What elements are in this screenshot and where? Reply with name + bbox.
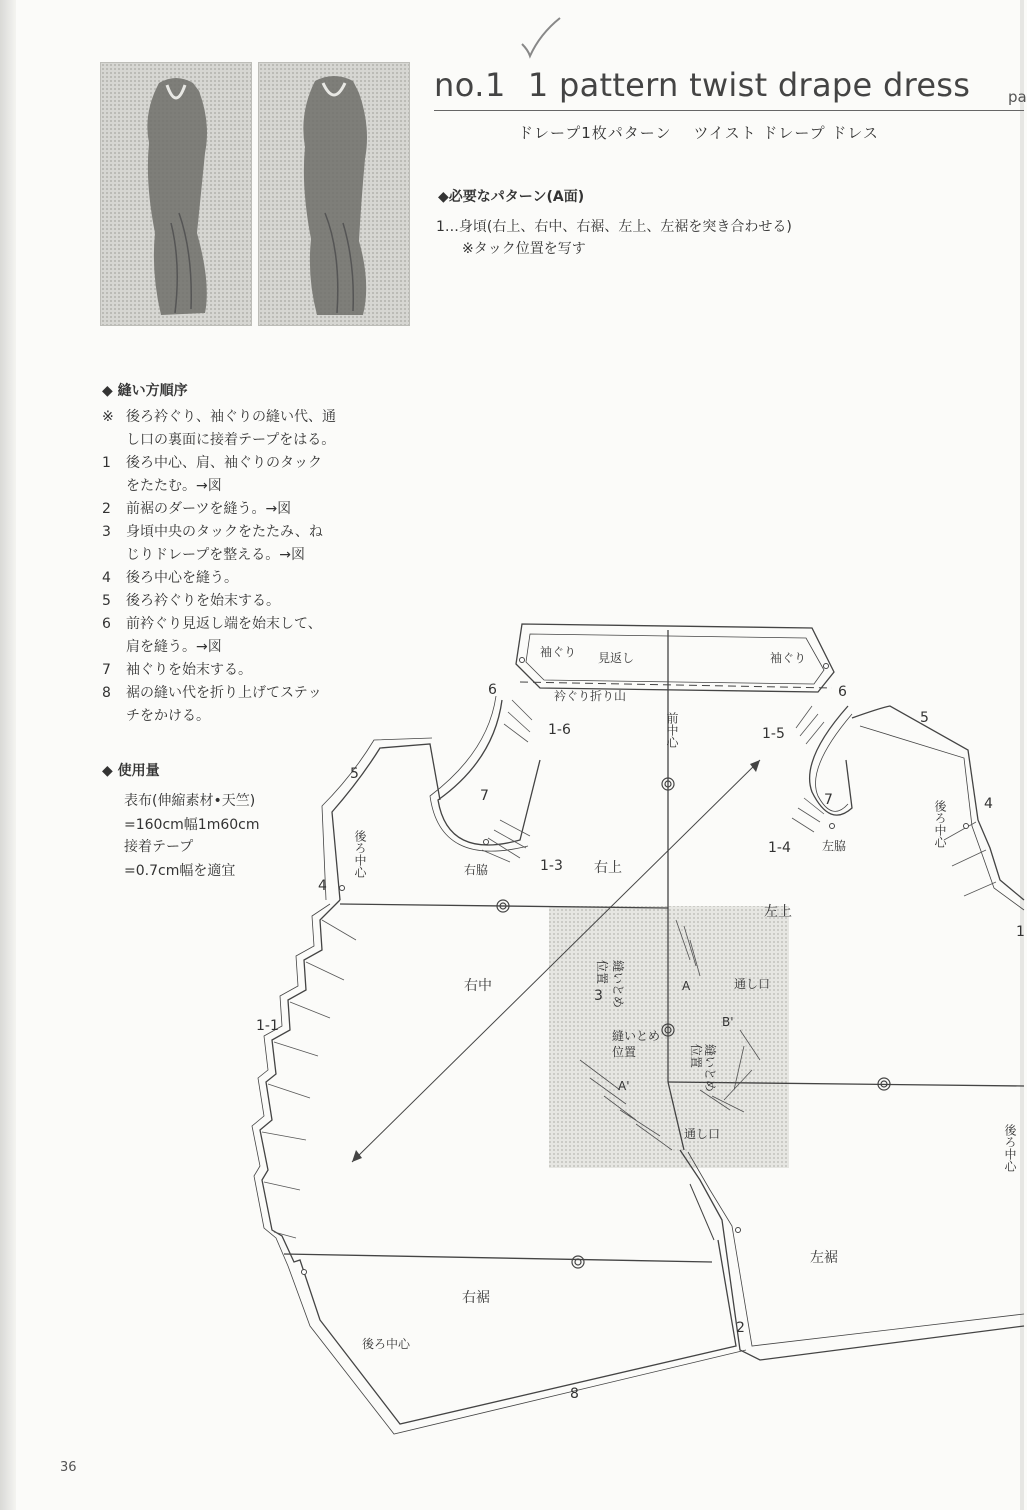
sewing-step: 3 身頃中央のタックをたたみ、ね じりドレープを整える。→図 xyxy=(102,524,323,563)
label-A-prime: A' xyxy=(618,1079,630,1093)
label-stitch-stop-1: 縫いとめ xyxy=(611,960,625,1009)
label-1-4: 1-4 xyxy=(768,840,791,856)
right-back-outline xyxy=(332,744,440,900)
label-2: 2 xyxy=(736,1320,745,1336)
usage-line: =0.7cm幅を適宜 xyxy=(124,863,236,879)
sewing-step: 1 後ろ中心、肩、袖ぐりのタック をたたむ。→図 xyxy=(102,455,322,494)
label-5-left: 5 xyxy=(350,766,359,782)
sewing-step: 4 後ろ中心を縫う。 xyxy=(102,570,238,586)
label-facing: 見返し xyxy=(598,651,635,665)
right-armhole-curve xyxy=(438,700,540,845)
sewing-step: 8 裾の縫い代を折り上げてステッ チをかける。 xyxy=(102,685,322,724)
label-A: A xyxy=(682,979,691,993)
usage-heading: ◆ 使用量 xyxy=(102,763,160,779)
label-back-center-left: 後ろ中心 xyxy=(353,830,367,878)
required-patterns-heading: ◆必要なパターン(A面) xyxy=(438,189,585,205)
label-4-left: 4 xyxy=(318,878,327,894)
pattern-number: no.1 xyxy=(434,66,506,104)
left-hem-outline xyxy=(680,1150,1024,1360)
label-B-prime: B' xyxy=(722,1015,734,1029)
label-opening-1: 通し口 xyxy=(734,977,771,991)
label-right-hem: 右裾 xyxy=(462,1290,490,1306)
page-number: 36 xyxy=(60,1460,77,1475)
label-left-upper: 左上 xyxy=(764,904,792,920)
label-7-right: 7 xyxy=(824,792,833,808)
sewing-step: 7 袖ぐりを始末する。 xyxy=(102,662,252,678)
subtitle-part-1: ドレープ1枚パターン xyxy=(518,124,672,142)
label-1-1: 1-1 xyxy=(256,1018,279,1034)
label-right-mid: 右中 xyxy=(464,978,492,994)
label-sleeve-right: 袖ぐり xyxy=(540,645,577,659)
sewing-step: 2 前裾のダーツを縫う。→図 xyxy=(102,501,292,517)
label-stitch-stop-3: 縫いとめ xyxy=(703,1044,717,1093)
label-1-5: 1-5 xyxy=(762,726,785,742)
label-1: 1 xyxy=(1016,924,1025,940)
label-neck-fold: 衿ぐり折り山 xyxy=(554,689,627,703)
usage-line: =160cm幅1m60cm xyxy=(124,817,260,833)
drape-shaded-area xyxy=(549,906,789,1168)
label-right-upper: 右上 xyxy=(594,860,622,876)
label-1-6: 1-6 xyxy=(548,722,571,738)
label-3: 3 xyxy=(594,988,603,1004)
label-8: 8 xyxy=(570,1386,579,1402)
label-6-right: 6 xyxy=(838,684,847,700)
label-back-center-right: 後ろ中心 xyxy=(933,800,947,848)
label-stitch-pos-2: 位置 xyxy=(612,1045,637,1059)
label-stitch-pos-3: 位置 xyxy=(689,1044,703,1069)
sewing-order-heading: ◆ 縫い方順序 xyxy=(102,383,188,399)
pattern-title: 1 pattern twist drape dress xyxy=(527,66,971,104)
usage-line: 表布(伸縮素材•天竺) xyxy=(124,793,256,809)
label-left-hem: 左裾 xyxy=(810,1250,838,1266)
sewing-step: 6 前衿ぐり見返し端を始末して、 肩を縫う。→図 xyxy=(102,616,322,655)
subtitle-part-2: ツイスト ドレープ ドレス xyxy=(693,124,879,142)
label-4-right: 4 xyxy=(984,796,993,812)
label-stitch-stop-2: 縫いとめ xyxy=(612,1029,661,1043)
label-back-center-hem: 後ろ中心 xyxy=(362,1337,411,1351)
label-sleeve-left: 袖ぐり xyxy=(770,651,807,665)
page-reference: pa xyxy=(1008,88,1027,106)
label-7-left: 7 xyxy=(480,788,489,804)
label-back-center-right-2: 後ろ中心 xyxy=(1003,1124,1017,1172)
sewing-step: ※ 後ろ衿ぐり、袖ぐりの縫い代、通 し口の裏面に接着テープをはる。 xyxy=(102,409,336,448)
sewing-step: 5 後ろ衿ぐりを始末する。 xyxy=(102,593,280,609)
label-side-right: 右脇 xyxy=(464,863,489,877)
label-opening-2: 通し口 xyxy=(684,1127,721,1141)
label-side-left: 左脇 xyxy=(822,839,847,853)
usage-line: 接着テープ xyxy=(124,839,194,855)
label-6-left: 6 xyxy=(488,682,497,698)
label-5-right: 5 xyxy=(920,710,929,726)
label-front-center: 前中心 xyxy=(665,712,679,748)
label-stitch-pos-1: 位置 xyxy=(595,960,609,985)
required-patterns-line-1: 1…身頃(右上、右中、右裾、左上、左裾を突き合わせる) xyxy=(436,219,792,235)
required-patterns-line-2: ※タック位置を写す xyxy=(462,241,586,257)
label-1-3: 1-3 xyxy=(540,858,563,874)
